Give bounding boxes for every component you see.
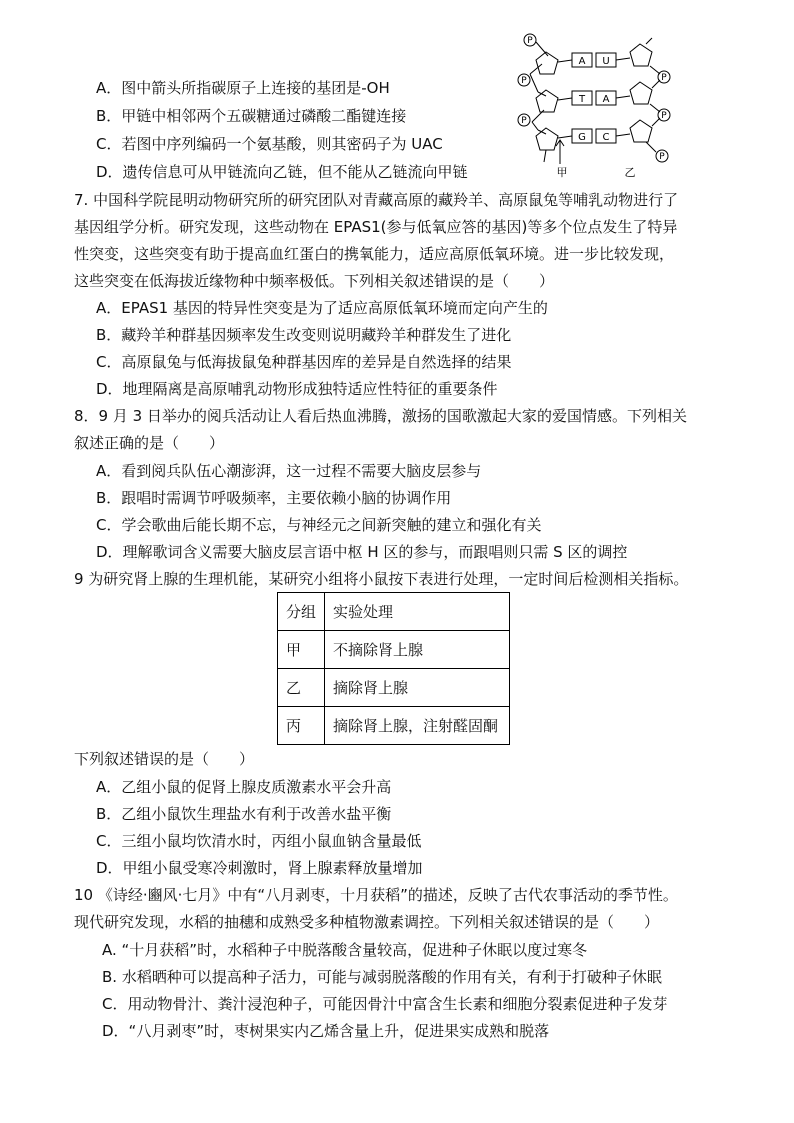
- table-cell: 摘除肾上腺: [325, 669, 510, 707]
- q8-stem-line: 8．9 月 3 日举办的阅兵活动让人看后热血沸腾，激扬的国歌激起大家的爱国情感。下列相关: [74, 407, 687, 425]
- q8-option-b: B．跟唱时需调节呼吸频率，主要依赖小脑的协调作用: [96, 489, 452, 507]
- q7-stem-line: 这些突变在低海拔近缘物种中频率极低。下列相关叙述错误的是（ ）: [74, 272, 555, 290]
- q9-option-c: C．三组小鼠均饮清水时，丙组小鼠血钠含量最低: [96, 832, 422, 850]
- table-cell: 甲: [278, 631, 325, 669]
- q8-option-d: D．理解歌词含义需要大脑皮层言语中枢 H 区的参与，而跟唱则只需 S 区的调控: [96, 543, 628, 561]
- q7-stem-line: 性突变，这些突变有助于提高血红蛋白的携氧能力，适应高原低氧环境。进一步比较发现，: [74, 245, 675, 263]
- base-label: G: [578, 132, 586, 143]
- q9-option-b: B．乙组小鼠饮生理盐水有利于改善水盐平衡: [96, 805, 392, 823]
- q8-stem-line: 叙述正确的是（ ）: [74, 434, 225, 452]
- nucleic-acid-diagram: [516, 30, 686, 178]
- q10-option-d: D．“八月剥枣”时，枣树果实内乙烯含量上升，促进果实成熟和脱落: [102, 1022, 550, 1040]
- q7-option-d: D．地理隔离是高原哺乳动物形成独特适应性特征的重要条件: [96, 380, 498, 398]
- table-header-cell: 分组: [278, 593, 325, 631]
- strand-label-right: 乙: [624, 166, 636, 178]
- phosphate-label: P: [521, 116, 527, 126]
- table-cell: 摘除肾上腺，注射醛固酮: [325, 707, 510, 745]
- phosphate-label: P: [659, 152, 665, 162]
- table-cell: 乙: [278, 669, 325, 707]
- q10-stem-line: 现代研究发现，水稻的抽穗和成熟受多种植物激素调控。下列相关叙述错误的是（ ）: [74, 913, 660, 931]
- table-row: [278, 631, 510, 669]
- q8-option-c: C．学会歌曲后能长期不忘，与神经元之间新突触的建立和强化有关: [96, 516, 542, 534]
- q7-stem-line: 基因组学分析。研究发现，这些动物在 EPAS1(参与低氧应答的基因)等多个位点发生了特异: [74, 218, 678, 236]
- q10-option-a: A. “十月获稻”时，水稻种子中脱落酸含量较高，促进种子休眠以度过寒冬: [102, 941, 588, 959]
- q10-stem-line: 10 《诗经·豳风·七月》中有“八月剥枣，十月获稻”的描述，反映了古代农事活动的季节性。: [74, 886, 678, 904]
- table-cell: 丙: [278, 707, 325, 745]
- q6-option-b: B．甲链中相邻两个五碳糖通过磷酸二酯键连接: [96, 107, 407, 125]
- phosphate-label: P: [527, 36, 533, 46]
- q9-option-d: D．甲组小鼠受寒冷刺激时，肾上腺素释放量增加: [96, 859, 423, 877]
- table-header-cell: 实验处理: [325, 593, 510, 631]
- q7-option-a: A．EPAS1 基因的特异性突变是为了适应高原低氧环境而定向产生的: [96, 299, 548, 317]
- q7-option-b: B．藏羚羊种群基因频率发生改变则说明藏羚羊种群发生了进化: [96, 326, 512, 344]
- phosphate-label: P: [661, 111, 667, 121]
- q10-option-c: C．用动物骨汁、粪汁浸泡种子，可能因骨汁中富含生长素和细胞分裂素促进种子发芽: [102, 995, 668, 1013]
- strand-label-left: 甲: [556, 166, 568, 178]
- phosphate-label: P: [661, 73, 667, 83]
- table-row: [278, 707, 510, 745]
- q7-option-c: C．高原鼠兔与低海拔鼠兔种群基因库的差异是自然选择的结果: [96, 353, 512, 371]
- q6-option-a: A．图中箭头所指碳原子上连接的基团是-OH: [96, 79, 390, 97]
- table-row: [278, 669, 510, 707]
- phosphate-label: P: [521, 76, 527, 86]
- q9-question: 下列叙述错误的是（ ）: [74, 750, 255, 768]
- q9-table: [277, 592, 510, 745]
- table-header-row: [278, 593, 510, 631]
- q9-stem: 9 为研究肾上腺的生理机能，某研究小组将小鼠按下表进行处理，一定时间后检测相关指标。: [74, 570, 689, 588]
- base-label: U: [602, 56, 610, 67]
- base-label: A: [602, 94, 610, 105]
- base-label: C: [602, 132, 610, 143]
- q10-option-b: B. 水稻晒种可以提高种子活力，可能与减弱脱落酸的作用有关，有利于打破种子休眠: [102, 968, 662, 986]
- base-label: T: [578, 94, 586, 105]
- q9-option-a: A．乙组小鼠的促肾上腺皮质激素水平会升高: [96, 778, 392, 796]
- q7-stem-line: 7. 中国科学院昆明动物研究所的研究团队对青藏高原的藏羚羊、高原鼠兔等哺乳动物进行了: [74, 191, 679, 209]
- base-label: A: [578, 56, 586, 67]
- q8-option-a: A．看到阅兵队伍心潮澎湃，这一过程不需要大脑皮层参与: [96, 462, 482, 480]
- q6-option-d: D．遗传信息可从甲链流向乙链，但不能从乙链流向甲链: [96, 163, 468, 181]
- q6-option-c: C．若图中序列编码一个氨基酸，则其密码子为 UAC: [96, 135, 443, 153]
- table-cell: 不摘除肾上腺: [325, 631, 510, 669]
